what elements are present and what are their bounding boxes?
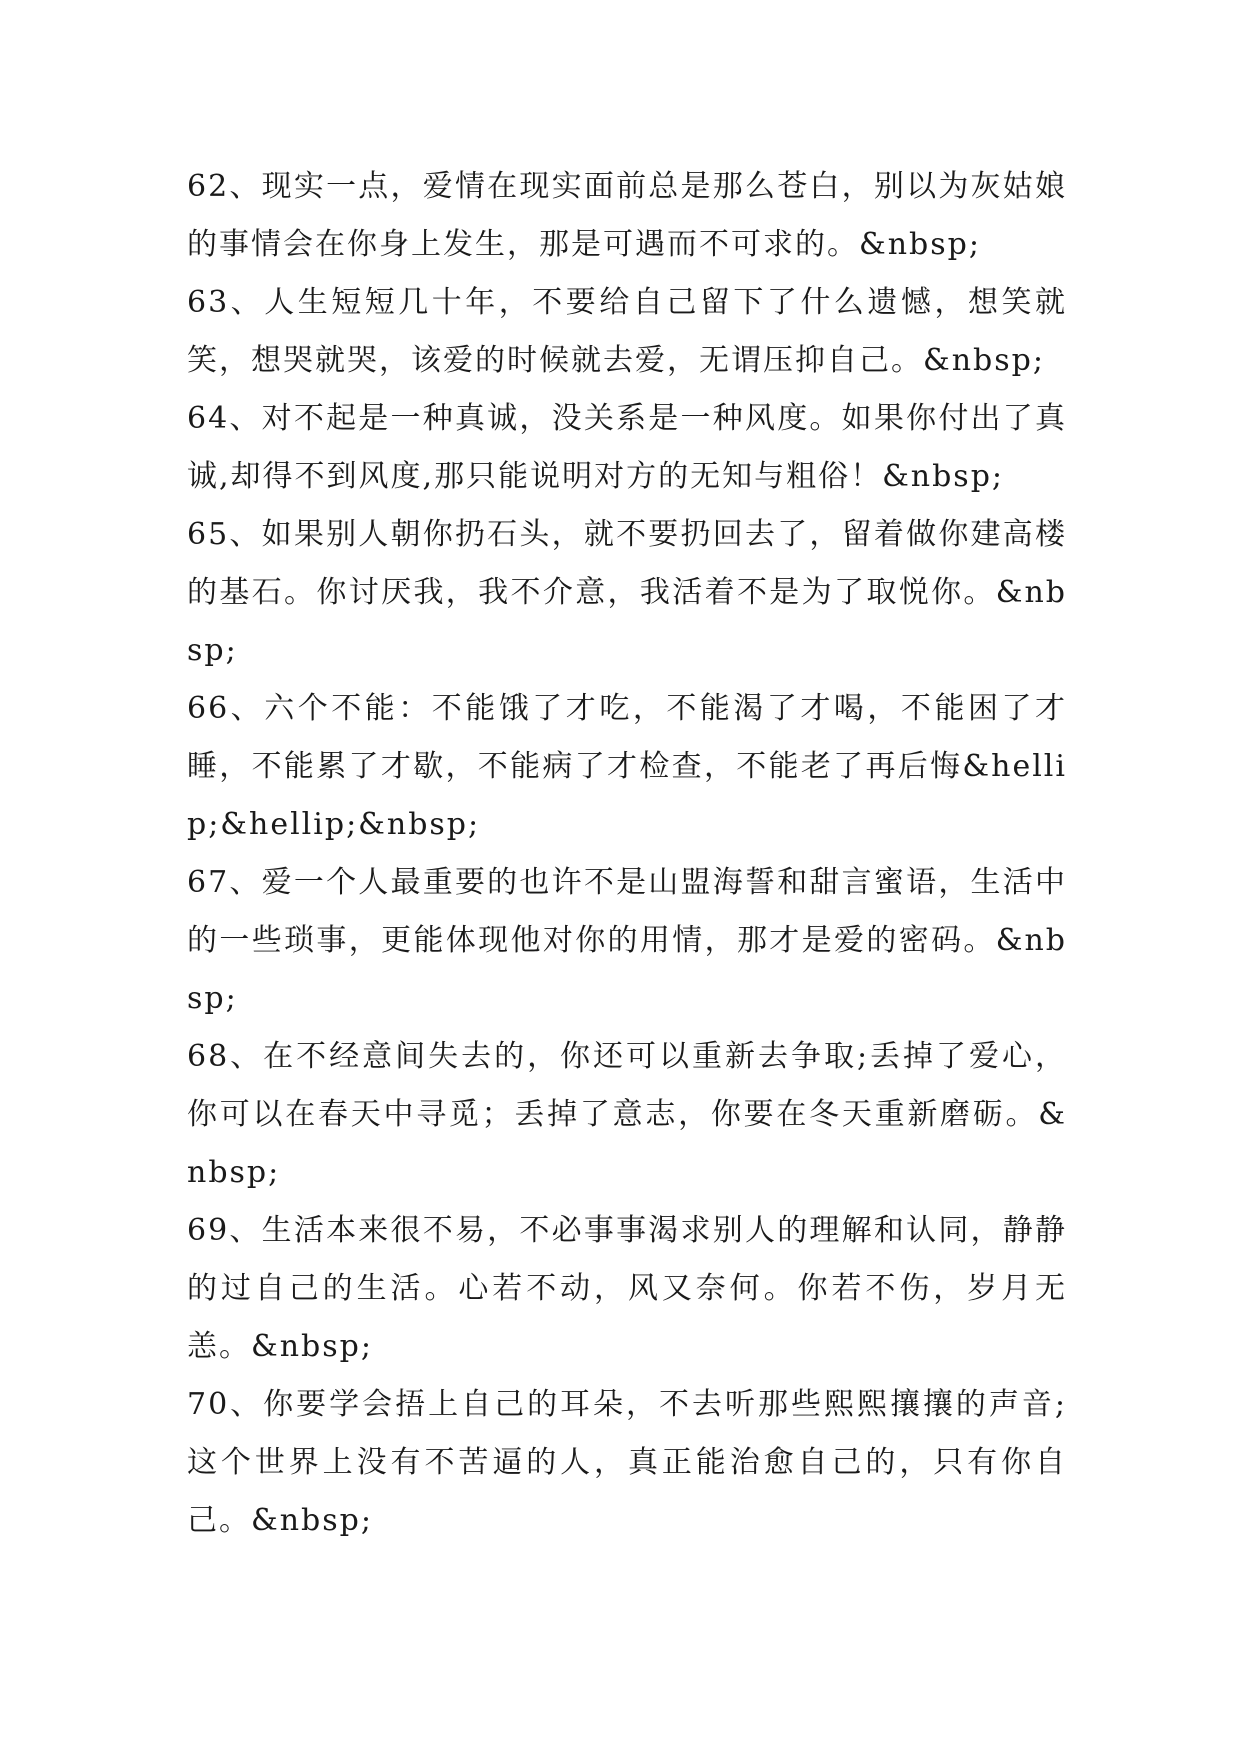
quote-entry-66: 66、六个不能：不能饿了才吃，不能渴了才喝，不能困了才睡，不能累了才歇，不能病了才检查，不能老了再后悔&hellip;&hellip;&nbsp; [187,691,1067,842]
quote-entry-62: 62、现实一点，爱情在现实面前总是那么苍白，别以为灰姑娘的事情会在你身上发生，那是可遇而不可求的。&nbsp; [187,169,1067,262]
quote-entry-70: 70、你要学会捂上自己的耳朵，不去听那些熙熙攘攘的声音;这个世界上没有不苦逼的人，真正能治愈自己的，只有你自己。&nbsp; [187,1387,1067,1538]
quote-entry-68: 68、在不经意间失去的，你还可以重新去争取;丢掉了爱心，你可以在春天中寻觅；丢掉了意志，你要在冬天重新磨砺。&nbsp; [187,1039,1067,1190]
quote-entry-64: 64、对不起是一种真诚，没关系是一种风度。如果你付出了真诚,却得不到风度,那只能说明对方的无知与粗俗！&nbsp; [187,401,1067,494]
document-body [187,158,1067,1550]
quote-entry-65: 65、如果别人朝你扔石头，就不要扔回去了，留着做你建高楼的基石。你讨厌我，我不介意，我活着不是为了取悦你。&nbsp; [187,517,1067,668]
quote-entry-67: 67、爱一个人最重要的也许不是山盟海誓和甜言蜜语，生活中的一些琐事，更能体现他对你的用情，那才是爱的密码。&nbsp; [187,865,1067,1016]
quote-entry-63: 63、人生短短几十年，不要给自己留下了什么遗憾，想笑就笑，想哭就哭，该爱的时候就去爱，无谓压抑自己。&nbsp; [187,285,1067,378]
quote-entry-69: 69、生活本来很不易，不必事事渴求别人的理解和认同，静静的过自己的生活。心若不动，风又奈何。你若不伤，岁月无恙。&nbsp; [187,1213,1067,1364]
